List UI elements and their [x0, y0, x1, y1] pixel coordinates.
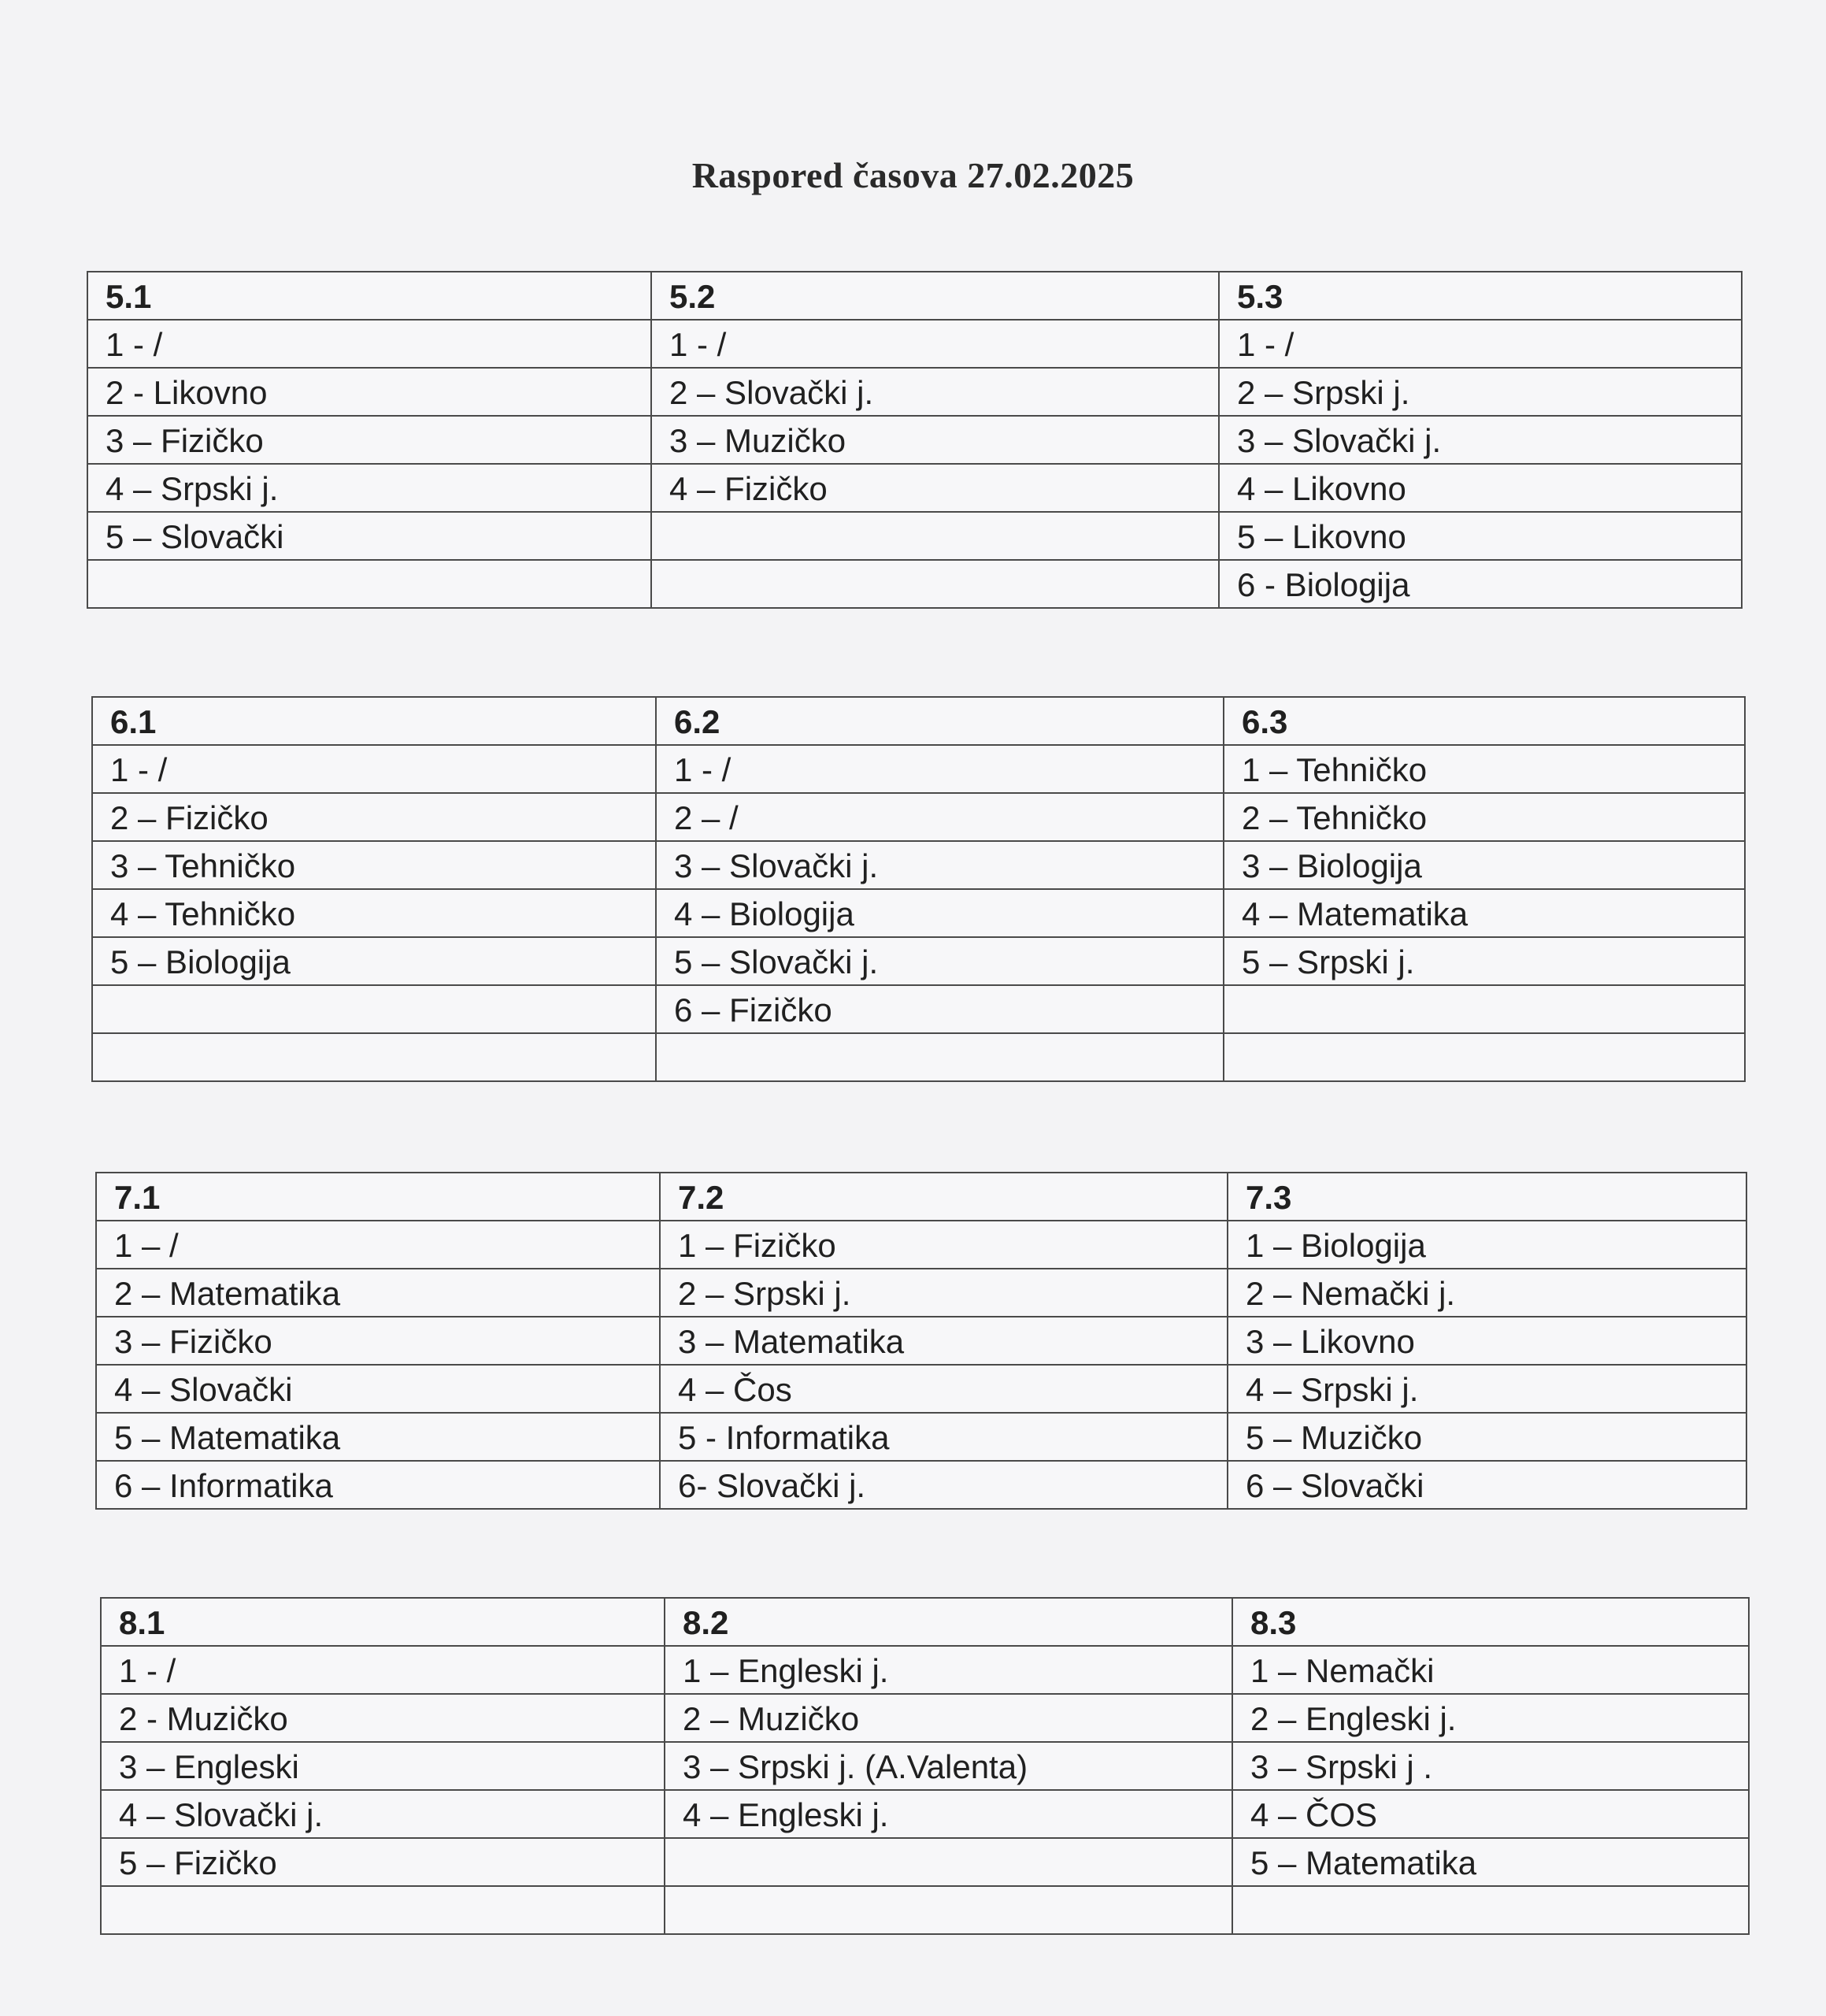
table-header-row [92, 697, 1745, 745]
lesson-cell: 2 – Matematika [96, 1269, 660, 1317]
table-row [101, 1742, 1749, 1790]
lesson-cell: 3 – Muzičko [651, 416, 1219, 464]
lesson-cell: 4 – Tehničko [92, 889, 656, 937]
lesson-cell: 3 – Engleski [101, 1742, 665, 1790]
table-row [92, 937, 1745, 985]
lesson-cell: 4 – Srpski j. [1228, 1365, 1746, 1413]
lesson-cell: 2 - Likovno [87, 368, 651, 416]
table-row [101, 1790, 1749, 1838]
lesson-cell: 4 – Engleski j. [665, 1790, 1232, 1838]
lesson-cell: 5 – Fizičko [101, 1838, 665, 1886]
lesson-cell: 5 – Biologija [92, 937, 656, 985]
lesson-cell [651, 560, 1219, 608]
class-header: 5.1 [87, 272, 651, 320]
lesson-cell: 4 – Likovno [1219, 464, 1742, 512]
lesson-cell: 2 – / [656, 793, 1224, 841]
class-header: 6.3 [1224, 697, 1745, 745]
lesson-cell: 3 – Likovno [1228, 1317, 1746, 1365]
table-row [101, 1838, 1749, 1886]
table-row [101, 1886, 1749, 1934]
lesson-cell: 2 – Slovački j. [651, 368, 1219, 416]
lesson-cell: 6 – Slovački [1228, 1461, 1746, 1509]
lesson-cell: 4 – Biologija [656, 889, 1224, 937]
lesson-cell: 1 – Tehničko [1224, 745, 1745, 793]
lesson-cell: 4 – Matematika [1224, 889, 1745, 937]
table-body [101, 1598, 1749, 1934]
schedule-table-grade-6 [91, 696, 1746, 1082]
lesson-cell: 3 – Biologija [1224, 841, 1745, 889]
lesson-cell: 4 – Slovački j. [101, 1790, 665, 1838]
lesson-cell [1224, 1033, 1745, 1081]
lesson-cell: 1 - / [87, 320, 651, 368]
lesson-cell: 2 – Srpski j. [1219, 368, 1742, 416]
lesson-cell: 1 - / [101, 1646, 665, 1694]
lesson-cell: 6- Slovački j. [660, 1461, 1228, 1509]
lesson-cell: 4 – Srpski j. [87, 464, 651, 512]
lesson-cell: 3 – Tehničko [92, 841, 656, 889]
lesson-cell: 3 – Slovački j. [656, 841, 1224, 889]
lesson-cell: 3 – Fizičko [87, 416, 651, 464]
table-row [92, 889, 1745, 937]
table-row [101, 1646, 1749, 1694]
lesson-cell [1224, 985, 1745, 1033]
table-row [96, 1221, 1746, 1269]
table-body [87, 272, 1742, 608]
lesson-cell: 5 – Srpski j. [1224, 937, 1745, 985]
class-header: 7.3 [1228, 1173, 1746, 1221]
lesson-cell: 6 – Informatika [96, 1461, 660, 1509]
lesson-cell: 1 - / [651, 320, 1219, 368]
class-header: 6.2 [656, 697, 1224, 745]
lesson-cell [651, 512, 1219, 560]
lesson-cell: 4 – Fizičko [651, 464, 1219, 512]
lesson-cell: 6 – Fizičko [656, 985, 1224, 1033]
lesson-cell: 3 – Srpski j. (A.Valenta) [665, 1742, 1232, 1790]
page-title: Raspored časova 27.02.2025 [691, 155, 1135, 195]
table-row [101, 1694, 1749, 1742]
lesson-cell: 1 - / [92, 745, 656, 793]
lesson-cell [92, 985, 656, 1033]
lesson-cell: 5 – Likovno [1219, 512, 1742, 560]
lesson-cell: 6 - Biologija [1219, 560, 1742, 608]
table-row [96, 1461, 1746, 1509]
lesson-cell: 5 – Slovački j. [656, 937, 1224, 985]
lesson-cell [87, 560, 651, 608]
lesson-cell: 2 – Tehničko [1224, 793, 1745, 841]
table-row [92, 985, 1745, 1033]
lesson-cell [101, 1886, 665, 1934]
lesson-cell: 1 - / [656, 745, 1224, 793]
table-header-row [96, 1173, 1746, 1221]
lesson-cell: 4 – Slovački [96, 1365, 660, 1413]
class-header: 8.1 [101, 1598, 665, 1646]
schedule-table-grade-5 [87, 271, 1743, 609]
table-row [96, 1365, 1746, 1413]
table-row [96, 1269, 1746, 1317]
lesson-cell: 1 - / [1219, 320, 1742, 368]
lesson-cell: 1 – / [96, 1221, 660, 1269]
class-header: 5.3 [1219, 272, 1742, 320]
table-row [87, 320, 1742, 368]
lesson-cell [92, 1033, 656, 1081]
class-header: 8.3 [1232, 1598, 1749, 1646]
table-row [92, 793, 1745, 841]
lesson-cell: 5 – Matematika [1232, 1838, 1749, 1886]
table-row [87, 416, 1742, 464]
table-row [92, 1033, 1745, 1081]
lesson-cell: 5 – Slovački [87, 512, 651, 560]
lesson-cell: 2 – Muzičko [665, 1694, 1232, 1742]
table-body [92, 697, 1745, 1081]
lesson-cell: 4 – ČOS [1232, 1790, 1749, 1838]
table-row [87, 368, 1742, 416]
table-row [87, 464, 1742, 512]
table-row [96, 1413, 1746, 1461]
lesson-cell: 2 – Nemački j. [1228, 1269, 1746, 1317]
lesson-cell: 2 - Muzičko [101, 1694, 665, 1742]
lesson-cell: 2 – Srpski j. [660, 1269, 1228, 1317]
lesson-cell [656, 1033, 1224, 1081]
lesson-cell: 1 – Biologija [1228, 1221, 1746, 1269]
lesson-cell: 4 – Čos [660, 1365, 1228, 1413]
lesson-cell: 5 – Matematika [96, 1413, 660, 1461]
lesson-cell: 5 - Informatika [660, 1413, 1228, 1461]
class-header: 5.2 [651, 272, 1219, 320]
class-header: 7.1 [96, 1173, 660, 1221]
table-header-row [101, 1598, 1749, 1646]
lesson-cell: 1 – Nemački [1232, 1646, 1749, 1694]
schedule-table-grade-8 [100, 1597, 1750, 1935]
lesson-cell: 5 – Muzičko [1228, 1413, 1746, 1461]
lesson-cell: 3 – Fizičko [96, 1317, 660, 1365]
class-header: 8.2 [665, 1598, 1232, 1646]
lesson-cell [1232, 1886, 1749, 1934]
table-body [96, 1173, 1746, 1509]
lesson-cell [665, 1838, 1232, 1886]
lesson-cell: 3 – Matematika [660, 1317, 1228, 1365]
lesson-cell: 3 – Srpski j . [1232, 1742, 1749, 1790]
lesson-cell: 1 – Fizičko [660, 1221, 1228, 1269]
table-row [92, 841, 1745, 889]
table-header-row [87, 272, 1742, 320]
lesson-cell: 2 – Engleski j. [1232, 1694, 1749, 1742]
table-row [87, 560, 1742, 608]
class-header: 6.1 [92, 697, 656, 745]
lesson-cell: 1 – Engleski j. [665, 1646, 1232, 1694]
lesson-cell: 3 – Slovački j. [1219, 416, 1742, 464]
table-row [96, 1317, 1746, 1365]
schedule-table-grade-7 [95, 1172, 1747, 1510]
class-header: 7.2 [660, 1173, 1228, 1221]
lesson-cell: 2 – Fizičko [92, 793, 656, 841]
lesson-cell [665, 1886, 1232, 1934]
table-row [92, 745, 1745, 793]
table-row [87, 512, 1742, 560]
